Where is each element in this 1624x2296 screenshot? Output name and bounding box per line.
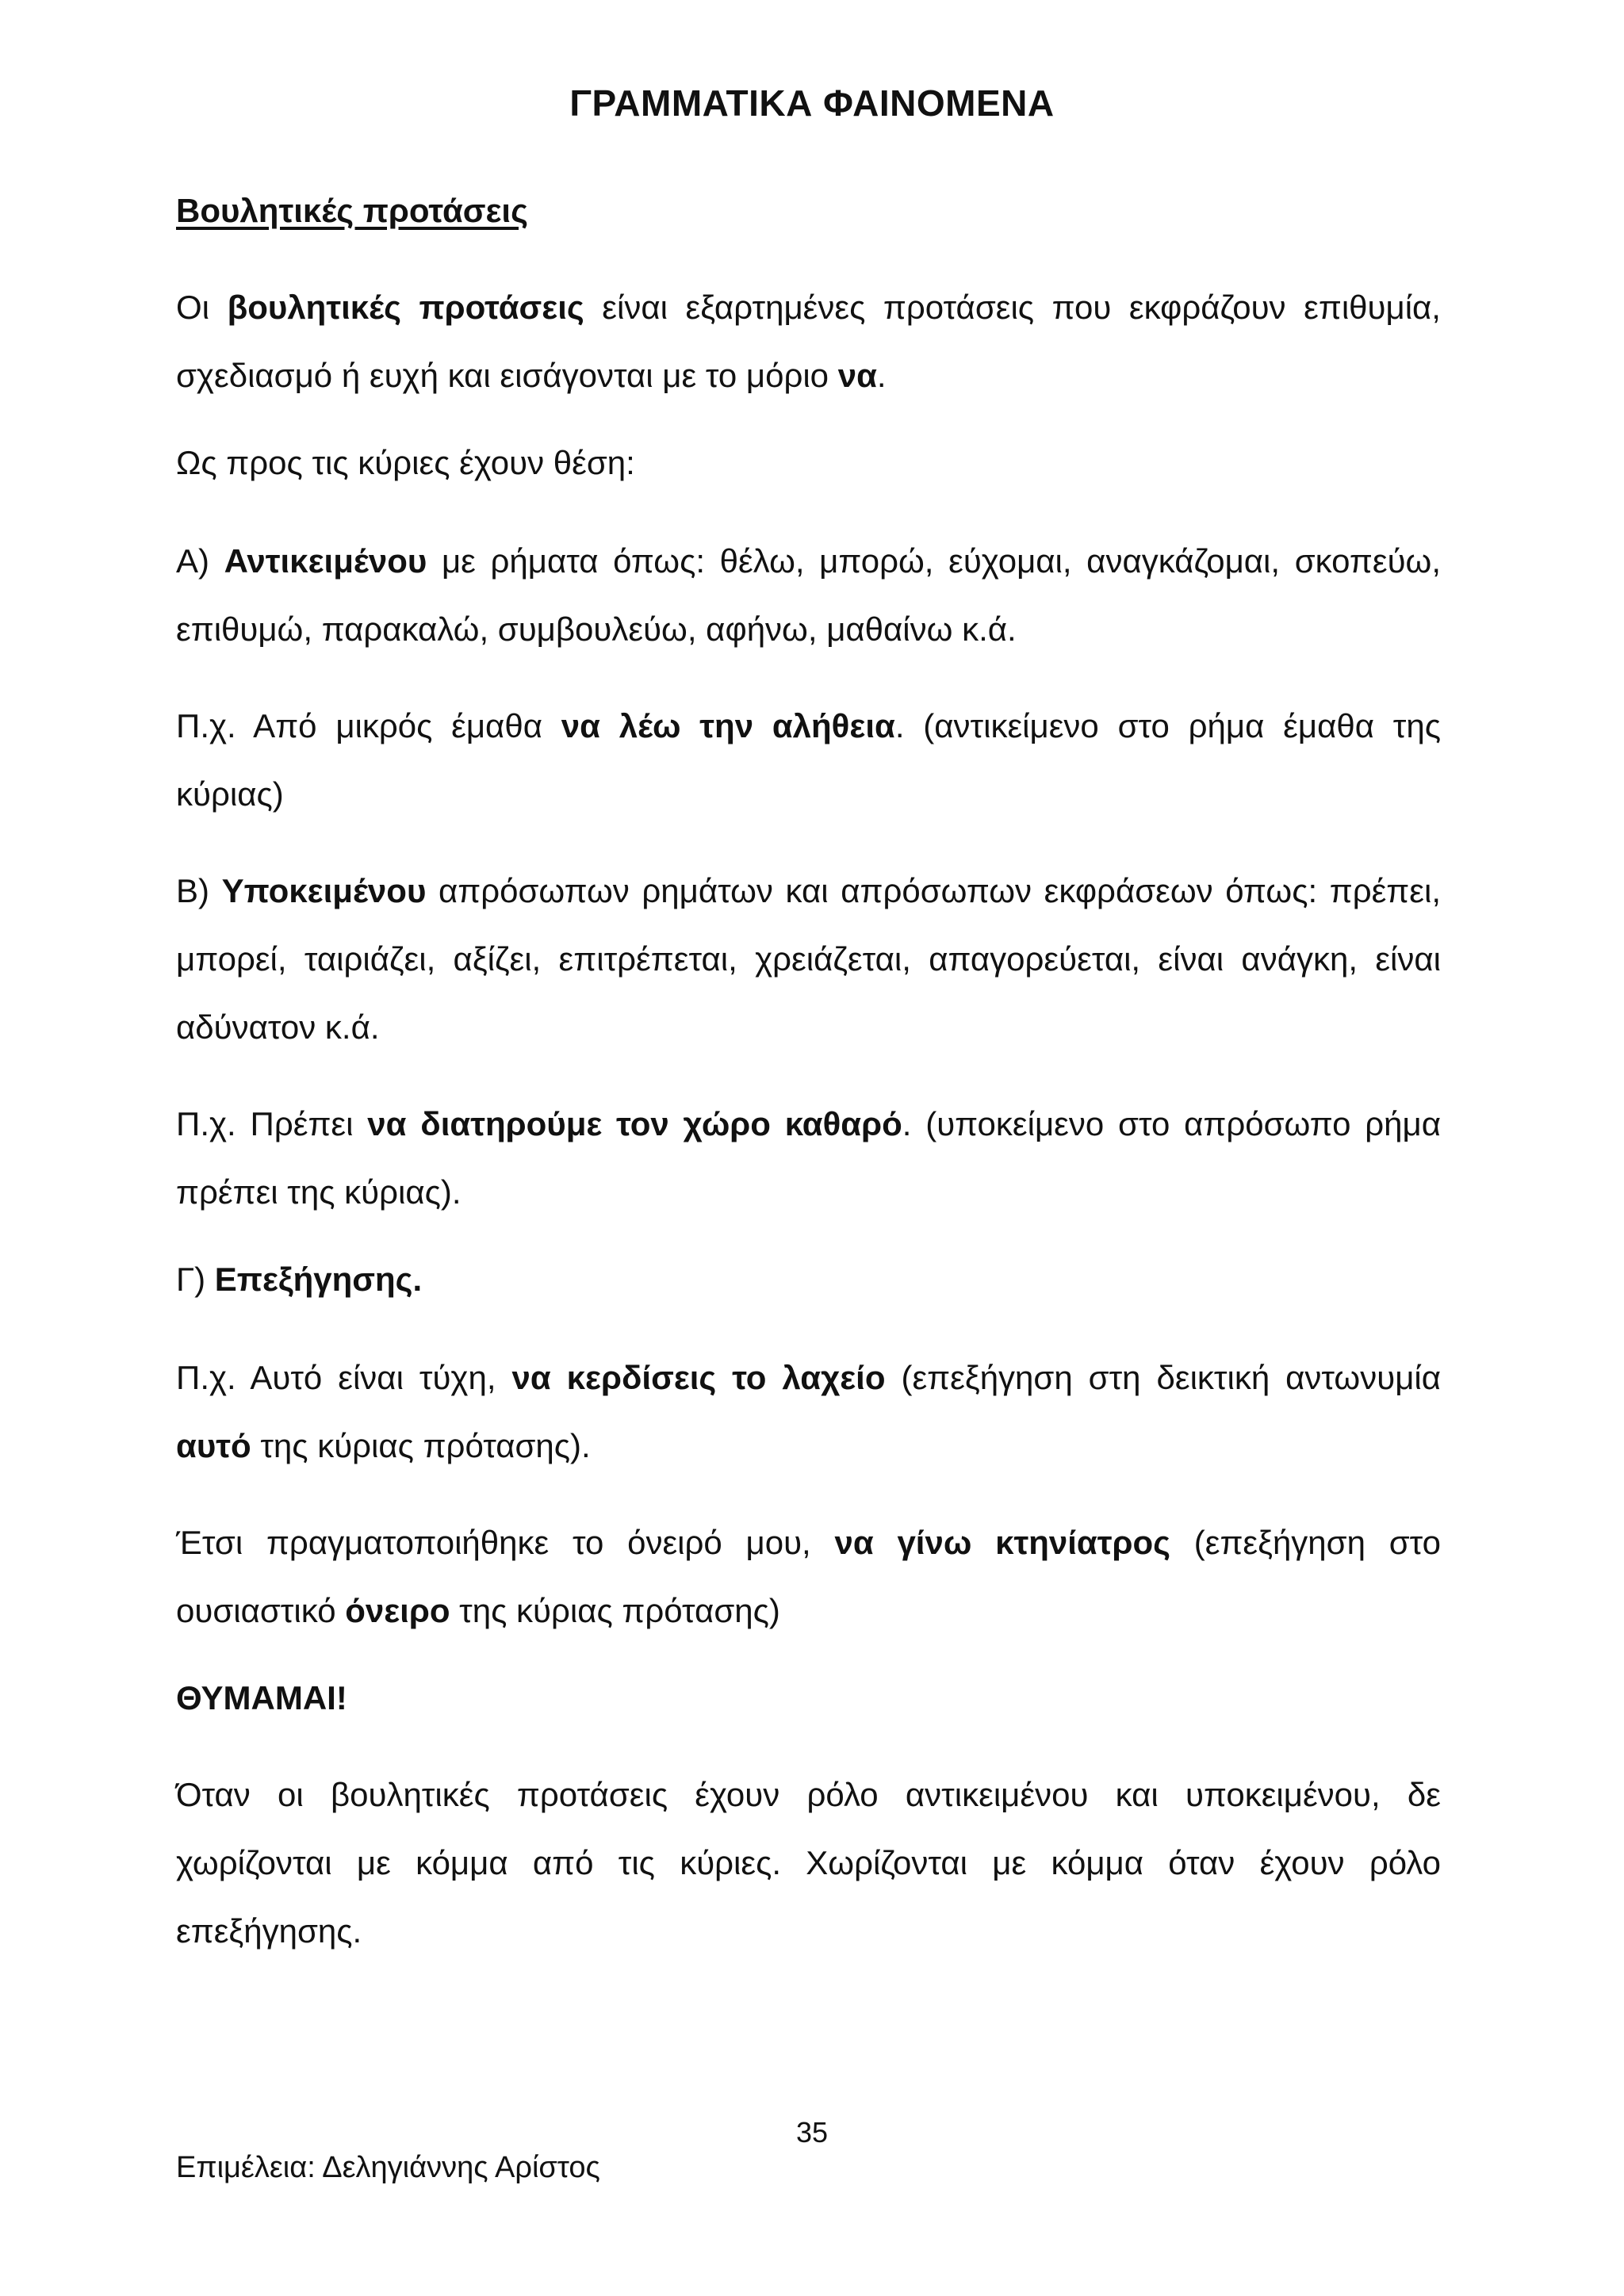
remember-text: Όταν οι βουλητικές προτάσεις έχουν ρόλο αντικειμένου και υποκειμένου, δε χωρίζονται με κόμμα από τις κύριες. Χωρίζονται με κόμμα όταν έχουν ρόλο επεξήγησης. — [176, 1776, 1441, 1950]
page-footer: Επιμέλεια: Δεληγιάννης Αρίστος — [176, 2151, 600, 2184]
position-intro: Ως προς τις κύριες έχουν θέση: — [176, 444, 635, 481]
item-c: Γ) Επεξήγησης. — [176, 1261, 423, 1298]
item-c-example-2: Έτσι πραγματοποιήθηκε το όνειρό μου, να γίνω κτηνίατρος (επεξήγηση στο ουσιαστικό όνειρο της κύριας πρότασης) — [176, 1524, 1441, 1629]
item-b-example: Π.χ. Πρέπει να διατηρούμε τον χώρο καθαρό. (υποκείμενο στο απρόσωπο ρήμα πρέπει της κύριας). — [176, 1105, 1442, 1211]
remember-label: ΘΥΜΑΜΑΙ! — [176, 1679, 347, 1716]
item-a: Α) Αντικειμένου με ρήματα όπως: θέλω, μπορώ, εύχομαι, αναγκάζομαι, σκοπεύω, επιθυμώ, παρακαλώ, συμβουλεύω, αφήνω, μαθαίνω κ.ά. — [176, 542, 1441, 648]
item-c-example-1: Π.χ. Αυτό είναι τύχη, να κερδίσεις το λαχείο (επεξήγηση στη δεικτική αντωνυμία αυτό της κύριας πρότασης). — [176, 1359, 1441, 1464]
page-number: 35 — [795, 2116, 829, 2149]
section-heading: Βουλητικές προτάσεις — [176, 192, 528, 229]
page-content — [176, 186, 1441, 1994]
item-b: Β) Υποκειμένου απρόσωπων ρημάτων και απρόσωπων εκφράσεων όπως: πρέπει, μπορεί, ταιριάζει, αξίζει, επιτρέπεται, χρειάζεται, απαγορεύεται, είναι ανάγκη, είναι αδύνατον κ.ά. — [176, 872, 1442, 1046]
item-a-example: Π.χ. Από μικρός έμαθα να λέω την αλήθεια. (αντικείμενο στο ρήμα έμαθα της κύριας) — [176, 707, 1441, 813]
page-title: ΓΡΑΜΜΑΤΙΚΑ ΦΑΙΝΟΜΕΝΑ — [569, 82, 1055, 124]
intro-paragraph: Οι βουλητικές προτάσεις είναι εξαρτημένες προτάσεις που εκφράζουν επιθυμία, σχεδιασμό ή ευχή και εισάγονται με το μόριο να. — [176, 289, 1441, 394]
